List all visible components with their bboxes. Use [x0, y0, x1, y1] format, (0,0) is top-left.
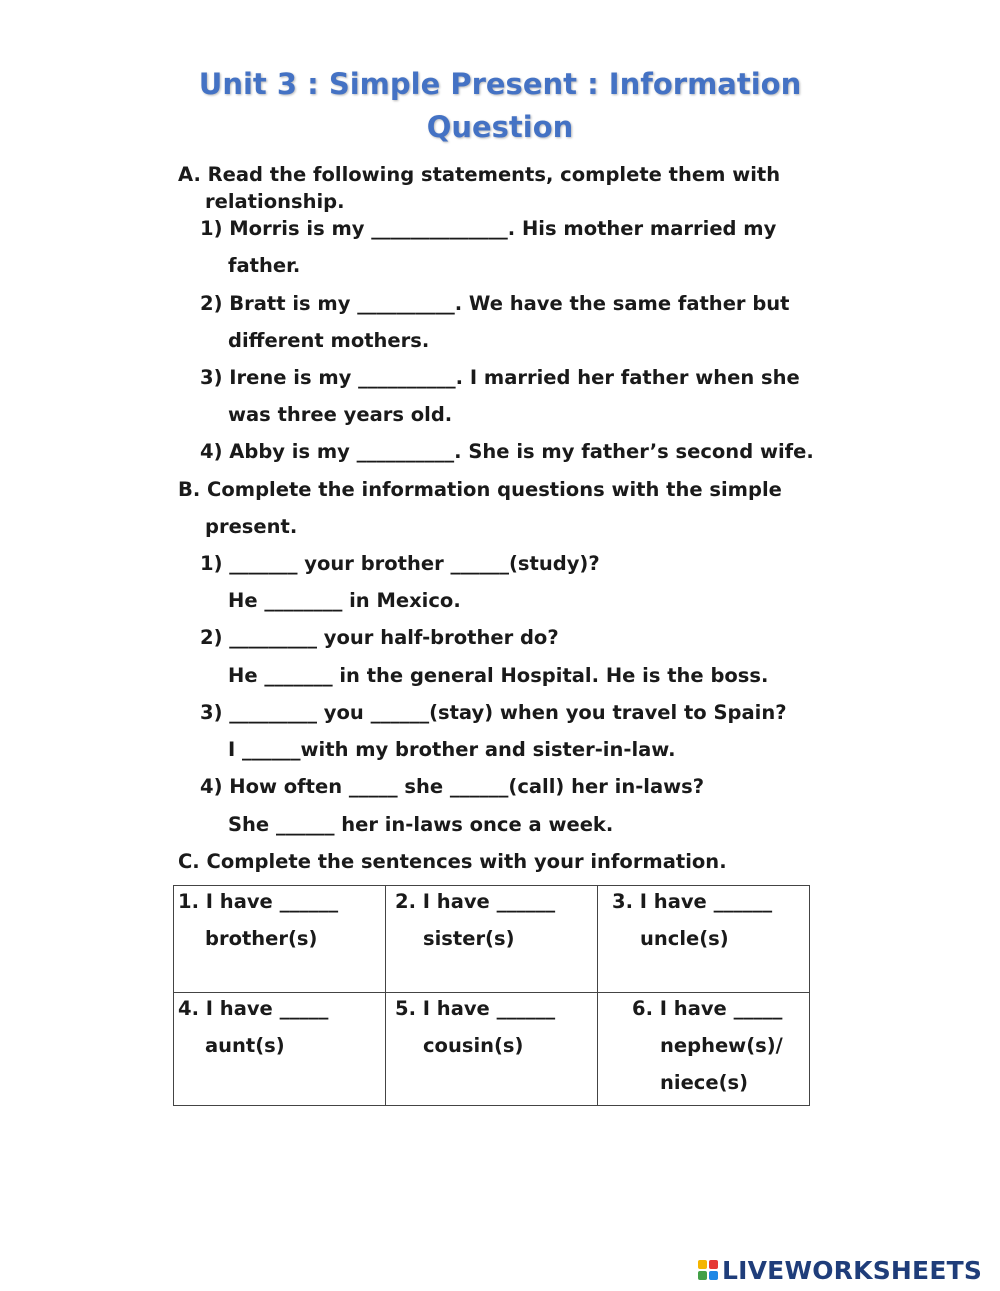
cell-uncles-prompt: 3. I have ______	[612, 890, 773, 913]
cell-aunts-label: aunt(s)	[205, 1034, 285, 1057]
section-a-item-1-cont: father.	[228, 254, 301, 277]
cell-uncles-label: uncle(s)	[640, 927, 729, 950]
family-count-table	[173, 885, 810, 1106]
section-b-answer-2: He _______ in the general Hospital. He is the boss.	[228, 664, 769, 687]
section-a-item-4: 4) Abby is my __________. She is my father’s second wife.	[200, 440, 814, 463]
section-a-heading: A. Read the following statements, complete them with	[178, 163, 781, 186]
section-b-heading-cont: present.	[205, 515, 298, 538]
logo-square	[698, 1260, 707, 1269]
cell-cousins-label: cousin(s)	[423, 1034, 524, 1057]
table-row	[174, 886, 810, 993]
section-a-item-1: 1) Morris is my ______________. His mother married my	[200, 217, 777, 240]
section-b-question-2: 2) _________ your half-brother do?	[200, 626, 559, 649]
logo-square	[709, 1260, 718, 1269]
table-cell-nephews-nieces	[598, 993, 810, 1106]
logo-text: LIVEWORKSHEETS	[722, 1255, 983, 1285]
section-b-answer-4: She ______ her in-laws once a week.	[228, 813, 614, 836]
section-b-answer-1: He ________ in Mexico.	[228, 589, 461, 612]
logo-square	[709, 1271, 718, 1280]
table-cell-cousins	[386, 993, 598, 1106]
table-row	[174, 993, 810, 1106]
liveworksheets-logo[interactable]	[698, 1254, 982, 1286]
cell-brothers-label: brother(s)	[205, 927, 318, 950]
section-a-item-3: 3) Irene is my __________. I married her father when she	[200, 366, 800, 389]
cell-nieces-label: niece(s)	[660, 1071, 749, 1094]
liveworksheets-logo-icon	[698, 1260, 718, 1280]
section-b-question-4: 4) How often _____ she ______(call) her in-laws?	[200, 775, 705, 798]
table-cell-aunts	[174, 993, 386, 1106]
cell-cousins-prompt: 5. I have ______	[395, 997, 556, 1020]
section-b-answer-3: I ______with my brother and sister-in-law.	[228, 738, 676, 761]
cell-nephews-prompt: 6. I have _____	[632, 997, 783, 1020]
section-a-item-2-cont: different mothers.	[228, 329, 430, 352]
cell-nephews-label: nephew(s)/	[660, 1034, 783, 1057]
page-title-line1: Unit 3 : Simple Present : Information	[198, 67, 802, 101]
cell-sisters-label: sister(s)	[423, 927, 515, 950]
section-b-heading: B. Complete the information questions with the simple	[178, 478, 782, 501]
section-a-item-2: 2) Bratt is my __________. We have the same father but	[200, 292, 790, 315]
page-title-line2: Question	[426, 110, 574, 144]
section-a-heading-cont: relationship.	[205, 190, 345, 213]
section-b-question-3: 3) _________ you ______(stay) when you travel to Spain?	[200, 701, 787, 724]
table-cell-uncles	[598, 886, 810, 993]
cell-sisters-prompt: 2. I have ______	[395, 890, 556, 913]
table-cell-brothers	[174, 886, 386, 993]
section-a-item-3-cont: was three years old.	[228, 403, 453, 426]
section-b-question-1: 1) _______ your brother ______(study)?	[200, 552, 600, 575]
cell-brothers-prompt: 1. I have ______	[178, 890, 339, 913]
section-c-heading: C. Complete the sentences with your information.	[178, 850, 727, 873]
cell-aunts-prompt: 4. I have _____	[178, 997, 329, 1020]
logo-square	[698, 1271, 707, 1280]
table-cell-sisters	[386, 886, 598, 993]
